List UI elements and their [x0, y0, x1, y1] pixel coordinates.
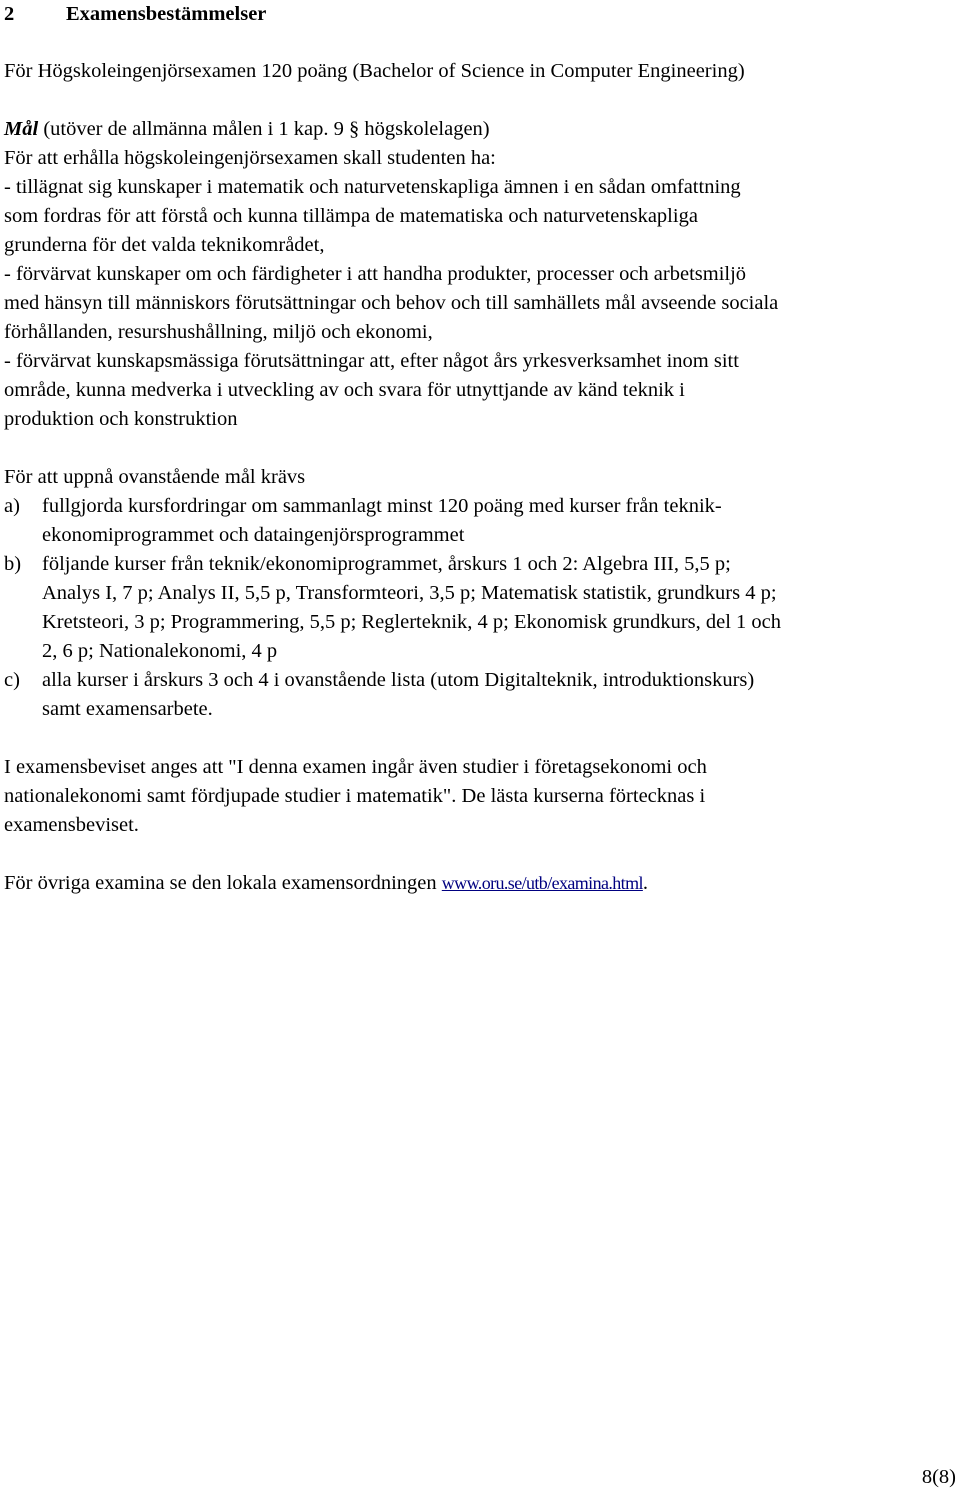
goals-line: som fordras för att förstå och kunna tillämpa de matematiska och naturvetenskapliga [4, 205, 698, 227]
item-text: följande kurser från teknik/ekonomiprogrammet, årskurs 1 och 2: Algebra III, 5,5 p; [42, 553, 731, 575]
goals-line: För att erhålla högskoleingenjörsexamen skall studenten ha: [4, 147, 496, 169]
item-text: alla kurser i årskurs 3 och 4 i ovanstående lista (utom Digitalteknik, introduktionskurs) [42, 669, 755, 691]
certificate-line: I examensbeviset anges att "I denna examen ingår även studier i företagsekonomi och [4, 756, 707, 778]
section-number: 2 [4, 3, 15, 25]
section-title: Examensbestämmelser [66, 3, 267, 25]
other-exams-period: . [642, 872, 648, 894]
goals-line: - tillägnat sig kunskaper i matematik och naturvetenskapliga ämnen i en sådan omfattning [4, 176, 741, 198]
section-heading [4, 0, 266, 29]
item-label: a) [4, 495, 20, 517]
goals-line: område, kunna medverka i utveckling av och svara för utnyttjande av känd teknik i [4, 379, 685, 401]
goals-line: - förvärvat kunskaper om och färdigheter i att handha produkter, processer och arbetsmiljö [4, 263, 747, 285]
other-exams-text: För övriga examina se den lokala examensordningen [4, 872, 442, 894]
certificate-line: examensbeviset. [4, 814, 139, 836]
examina-link[interactable]: www.oru.se/utb/examina.html [441, 873, 643, 893]
requirement-item-c [4, 666, 754, 695]
goals-line: grunderna för det valda teknikområdet, [4, 234, 325, 256]
requirement-item-b [4, 550, 731, 579]
certificate-line: nationalekonomi samt fördjupade studier i matematik". De lästa kurserna förtecknas i [4, 785, 706, 807]
requirement-item-a-cont: ekonomiprogrammet och dataingenjörsprogrammet [42, 524, 465, 546]
requirement-item-b-cont: 2, 6 p; Nationalekonomi, 4 p [42, 640, 278, 662]
item-text: fullgjorda kursfordringar om sammanlagt minst 120 poäng med kurser från teknik- [42, 495, 722, 517]
other-exams-line [4, 869, 648, 898]
goals-line: förhållanden, resurshushållning, miljö och ekonomi, [4, 321, 433, 343]
item-label: b) [4, 553, 22, 575]
goals-heading [4, 115, 490, 144]
requirements-intro: För att uppnå ovanstående mål krävs [4, 466, 306, 488]
requirement-item-a [4, 492, 722, 521]
degree-line: För Högskoleingenjörsexamen 120 poäng (Bachelor of Science in Computer Engineering) [4, 60, 745, 82]
goals-rest: (utöver de allmänna målen i 1 kap. 9 § högskolelagen) [38, 118, 490, 140]
requirement-item-b-cont: Kretsteori, 3 p; Programmering, 5,5 p; Reglerteknik, 4 p; Ekonomisk grundkurs, del 1 och [42, 611, 782, 633]
requirement-item-b-cont: Analys I, 7 p; Analys II, 5,5 p, Transformteori, 3,5 p; Matematisk statistik, grundkurs 4 p; [42, 582, 777, 604]
requirement-item-c-cont: samt examensarbete. [42, 698, 213, 720]
goals-line: produktion och konstruktion [4, 408, 238, 430]
page-number: 8(8) [921, 1466, 956, 1488]
goals-line: - förvärvat kunskapsmässiga förutsättningar att, efter något års yrkesverksamhet inom sitt [4, 350, 739, 372]
item-label: c) [4, 669, 20, 691]
goals-label: Mål [4, 118, 39, 140]
goals-line: med hänsyn till människors förutsättningar och behov och till samhällets mål avseende sociala [4, 292, 779, 314]
